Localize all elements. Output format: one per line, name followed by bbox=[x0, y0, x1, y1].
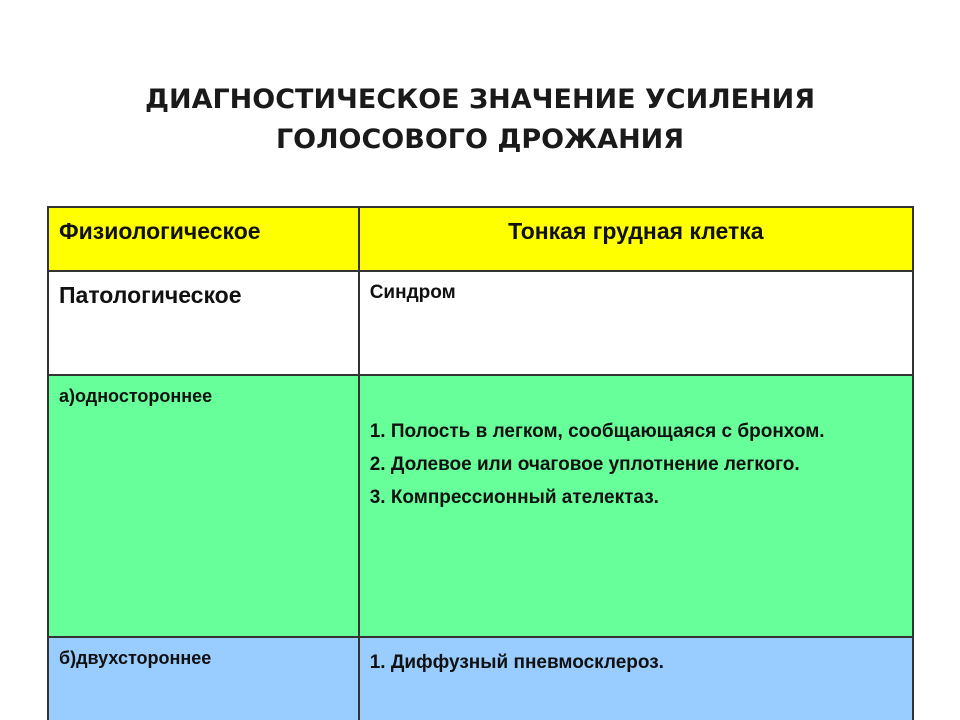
table-row-unilateral bbox=[48, 375, 913, 637]
table-row-physiological bbox=[48, 207, 913, 271]
physiological-label: Физиологическое bbox=[48, 207, 359, 271]
bilateral-causes bbox=[359, 637, 913, 720]
bilateral-label: б)двухстороннее bbox=[48, 637, 359, 720]
list-item: 3. Компрессионный ателектаз. bbox=[369, 487, 659, 508]
bilateral-list bbox=[370, 648, 900, 677]
list-item: 1. Полость в легком, сообщающаяся с бронхом. bbox=[369, 421, 825, 442]
title-line-1: ДИАГНОСТИЧЕСКОЕ ЗНАЧЕНИЕ УСИЛЕНИЯ bbox=[144, 84, 816, 115]
table-row-bilateral bbox=[48, 637, 913, 720]
list-item: 2. Долевое или очаговое уплотнение легкого. bbox=[369, 454, 800, 475]
unilateral-causes bbox=[359, 375, 913, 637]
unilateral-list bbox=[370, 417, 900, 512]
diagnostic-table bbox=[47, 206, 914, 720]
thin-chest-label: Тонкая грудная клетка bbox=[359, 207, 913, 271]
slide-title bbox=[0, 80, 960, 160]
pathological-label: Патологическое bbox=[48, 271, 359, 375]
title-line-2: ГОЛОСОВОГО ДРОЖАНИЯ bbox=[275, 124, 685, 155]
table-row-pathological bbox=[48, 271, 913, 375]
unilateral-label: а)одностороннее bbox=[48, 375, 359, 637]
syndrome-label: Синдром bbox=[359, 271, 913, 375]
list-item: 1. Диффузный пневмосклероз. bbox=[369, 652, 664, 673]
